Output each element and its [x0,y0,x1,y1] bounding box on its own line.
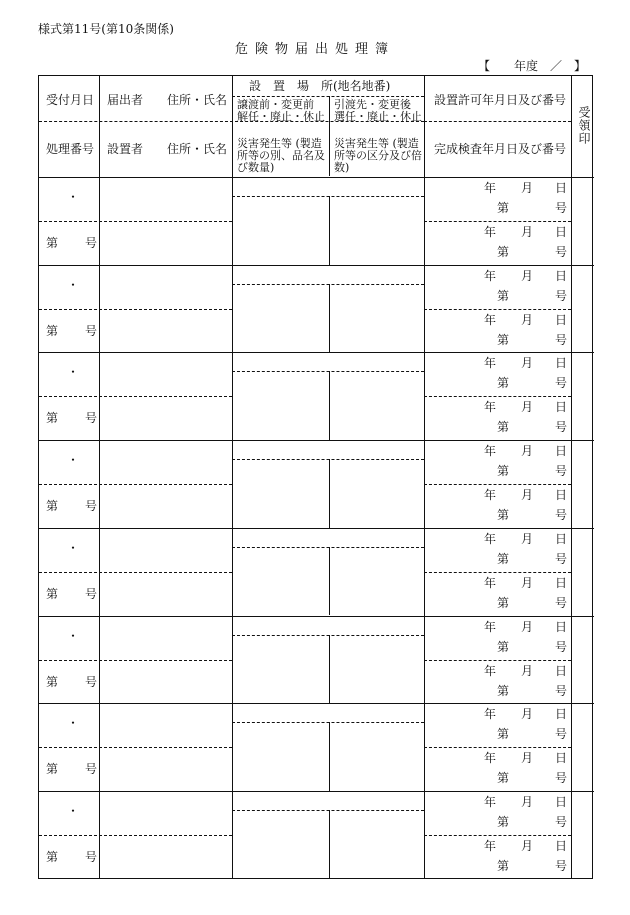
column-divider [571,76,572,878]
header-divider [232,96,424,97]
row-mid-divider [39,572,232,573]
permit-year-label: 年 [484,794,497,809]
permit-month-label: 月 [521,619,534,634]
row-mid-divider [39,221,232,222]
permit-day-label: 日 [555,356,568,371]
permit-day-label: 日 [555,531,568,546]
received-date-header: 受付月日 [46,93,95,107]
processing-number-go: 号 [85,762,98,777]
row-mid-divider [424,747,571,748]
row-separator [39,352,594,353]
completion-year-label: 年 [484,400,497,415]
location-inner-divider [329,371,330,440]
processing-number-go: 号 [85,323,98,338]
completion-month-label: 月 [521,225,534,239]
received-date-dot: ・ [67,453,80,468]
completion-go-label: 号 [555,683,568,698]
after-disaster-header: 災害発生等 (製造所等の区分及び倍数) [334,137,422,174]
page-title: 危険物届出処理簿 [234,42,395,57]
completion-month-label: 月 [521,488,534,503]
permit-go-label: 号 [555,464,568,479]
location-inner-divider [329,810,330,879]
received-date-dot: ・ [67,190,80,204]
location-divider [232,547,424,548]
row-mid-divider [424,572,571,573]
fiscal-year: 【 年度 ／ 】 [478,59,587,73]
permit-month-label: 月 [521,531,534,546]
row-mid-divider [424,396,571,397]
row-mid-divider [424,660,571,661]
location-divider [232,371,424,372]
location-header: 設 置 場 所(地名地番) [249,79,391,93]
row-separator [39,791,594,792]
location-divider [232,284,424,285]
completion-month-label: 月 [521,838,534,853]
completion-year-label: 年 [484,488,497,503]
permit-day-label: 日 [555,444,568,459]
header-bottom-line [39,177,594,178]
row-mid-divider [424,835,571,836]
location-inner-divider [329,459,330,528]
notifier-header: 届出者 [107,93,144,107]
form-number: 様式第11号(第10条関係) [38,22,174,36]
location-divider [232,459,424,460]
location-inner-divider [329,196,330,265]
completion-month-label: 月 [521,751,534,766]
permit-go-label: 号 [555,639,568,654]
processing-number-go: 号 [85,236,98,250]
permit-go-label: 号 [555,814,568,829]
location-divider [232,196,424,197]
completion-year-label: 年 [484,225,497,239]
row-mid-divider [39,484,232,485]
completion-dai-label: 第 [497,332,510,347]
completion-dai-label: 第 [497,508,510,523]
location-inner-divider [329,722,330,791]
location-inner-divider [329,284,330,353]
location-divider [232,810,424,811]
processing-number-go: 号 [85,586,98,601]
permit-dai-label: 第 [497,727,510,742]
receipt-seal-header: 受領印 [577,106,591,145]
permit-month-label: 月 [521,444,534,459]
row-mid-divider [39,835,232,836]
completion-go-label: 号 [555,332,568,347]
processing-number-dai: 第 [46,499,59,514]
processing-number-go: 号 [85,849,98,864]
received-date-dot: ・ [67,628,80,643]
permit-day-label: 日 [555,794,568,809]
row-mid-divider [424,221,571,222]
row-mid-divider [39,309,232,310]
permit-year-label: 年 [484,268,497,283]
completion-day-label: 日 [555,400,568,415]
ledger-table [38,75,593,879]
row-mid-divider [39,396,232,397]
row-separator [39,616,594,617]
before-disaster-header: 災害発生等 (製造所等の別、品名及び数量) [237,137,325,174]
location-inner-divider [329,547,330,616]
completion-go-label: 号 [555,245,568,259]
permit-dai-label: 第 [497,288,510,303]
completion-year-label: 年 [484,312,497,327]
permit-month-label: 月 [521,707,534,722]
completion-day-label: 日 [555,225,568,239]
completion-day-label: 日 [555,663,568,678]
completion-go-label: 号 [555,595,568,610]
permit-day-label: 日 [555,707,568,722]
completion-day-label: 日 [555,488,568,503]
notifier-address-header: 住所・氏名 [167,93,228,107]
completion-month-label: 月 [521,575,534,590]
completion-dai-label: 第 [497,771,510,786]
row-mid-divider [39,747,232,748]
header-divider [424,121,571,122]
completion-go-label: 号 [555,420,568,435]
received-date-dot: ・ [67,540,80,555]
location-divider [232,722,424,723]
received-date-dot: ・ [67,365,80,380]
permit-day-label: 日 [555,619,568,634]
permit-year-label: 年 [484,707,497,722]
permit-go-label: 号 [555,201,568,215]
completion-day-label: 日 [555,312,568,327]
completion-date-header: 完成検査年月日及び番号 [434,142,567,156]
column-divider [424,76,425,878]
permit-go-label: 号 [555,551,568,566]
processing-number-go: 号 [85,674,98,689]
completion-year-label: 年 [484,838,497,853]
completion-day-label: 日 [555,751,568,766]
permit-year-label: 年 [484,356,497,371]
row-separator [39,440,594,441]
completion-year-label: 年 [484,663,497,678]
completion-day-label: 日 [555,838,568,853]
column-divider [329,96,330,176]
location-divider [232,635,424,636]
permit-dai-label: 第 [497,376,510,391]
completion-dai-label: 第 [497,683,510,698]
row-separator [39,265,594,266]
completion-year-label: 年 [484,751,497,766]
completion-year-label: 年 [484,575,497,590]
permit-dai-label: 第 [497,814,510,829]
permit-dai-label: 第 [497,201,510,215]
processing-number-dai: 第 [46,586,59,601]
permit-dai-label: 第 [497,639,510,654]
permit-go-label: 号 [555,376,568,391]
location-inner-divider [329,635,330,704]
permit-day-label: 日 [555,268,568,283]
permit-year-label: 年 [484,181,497,195]
received-date-dot: ・ [67,716,80,731]
processing-number-go: 号 [85,499,98,514]
received-date-dot: ・ [67,803,80,818]
processing-number-header: 処理番号 [46,142,95,156]
after-change-header: 引渡先・変更後 選任・廃止・休止 [334,98,422,123]
permit-month-label: 月 [521,181,534,195]
completion-day-label: 日 [555,575,568,590]
processing-number-dai: 第 [46,674,59,689]
permit-day-label: 日 [555,181,568,195]
processing-number-go: 号 [85,411,98,426]
processing-number-dai: 第 [46,849,59,864]
processing-number-dai: 第 [46,323,59,338]
row-separator [39,703,594,704]
row-mid-divider [424,309,571,310]
completion-dai-label: 第 [497,595,510,610]
permit-year-label: 年 [484,619,497,634]
permit-dai-label: 第 [497,551,510,566]
completion-dai-label: 第 [497,420,510,435]
installer-header: 設置者 [107,142,144,156]
column-divider [99,76,100,878]
completion-go-label: 号 [555,771,568,786]
row-mid-divider [424,484,571,485]
processing-number-dai: 第 [46,411,59,426]
permit-dai-label: 第 [497,464,510,479]
permit-year-label: 年 [484,531,497,546]
installer-address-header: 住所・氏名 [167,142,228,156]
completion-dai-label: 第 [497,245,510,259]
received-date-dot: ・ [67,277,80,292]
completion-go-label: 号 [555,858,568,873]
processing-number-dai: 第 [46,236,59,250]
permit-go-label: 号 [555,727,568,742]
permit-month-label: 月 [521,356,534,371]
permit-date-header: 設置許可年月日及び番号 [434,93,567,107]
completion-dai-label: 第 [497,858,510,873]
completion-month-label: 月 [521,312,534,327]
permit-year-label: 年 [484,444,497,459]
permit-go-label: 号 [555,288,568,303]
before-change-header: 譲渡前・変更前 解任・廃止・休止 [237,98,325,123]
completion-go-label: 号 [555,508,568,523]
completion-month-label: 月 [521,400,534,415]
row-mid-divider [39,660,232,661]
permit-month-label: 月 [521,794,534,809]
row-separator [39,528,594,529]
permit-month-label: 月 [521,268,534,283]
processing-number-dai: 第 [46,762,59,777]
completion-month-label: 月 [521,663,534,678]
